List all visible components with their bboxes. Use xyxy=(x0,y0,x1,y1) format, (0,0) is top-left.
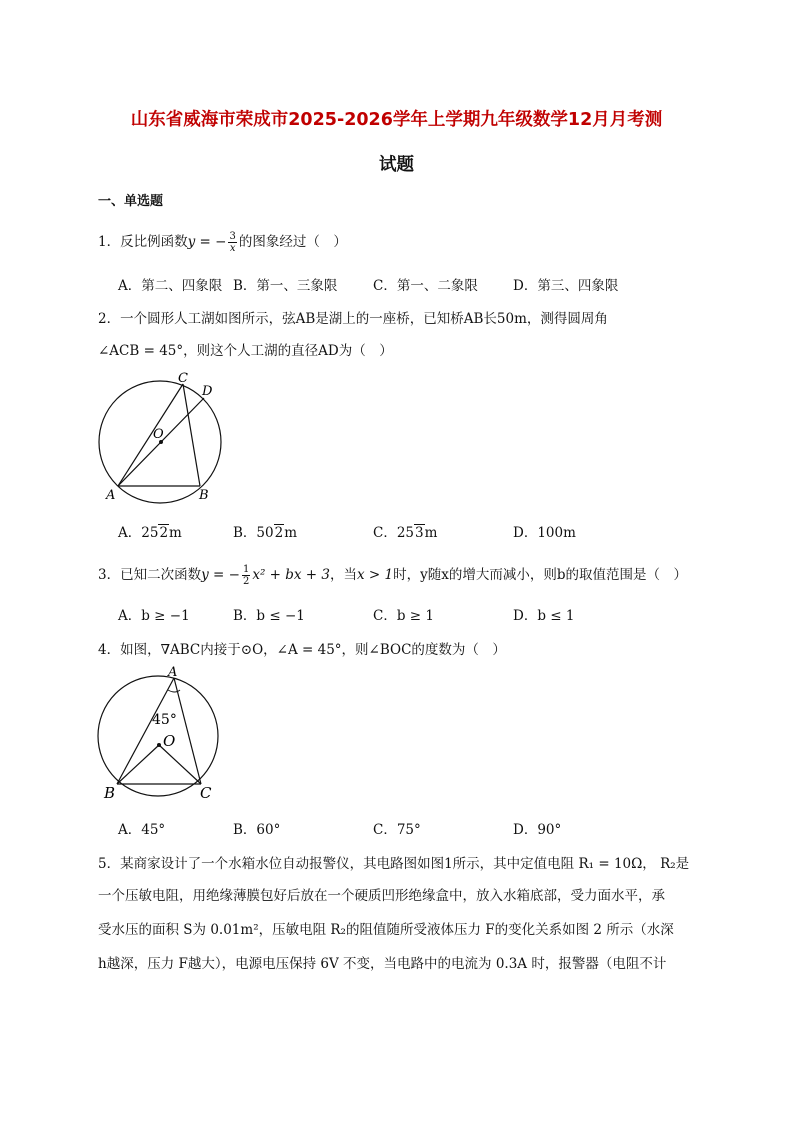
question-text: 的图象经过（ ） xyxy=(238,234,347,250)
circle-diagram-q2 xyxy=(92,368,232,508)
option-c[interactable]: C．75° xyxy=(373,822,421,838)
math-condition: x > 1 xyxy=(357,567,394,583)
option-c[interactable]: C．第一、二象限 xyxy=(373,278,478,294)
option-letter: A． xyxy=(118,525,142,541)
question-5-line2: 一个压敏电阻，用绝缘薄膜包好后放在一个硬质凹形绝缘盒中，放入水箱底部，受力面水平，承 xyxy=(98,888,665,904)
option-b[interactable] xyxy=(233,521,297,541)
math-var: y xyxy=(201,567,209,583)
option-letter: C． xyxy=(373,525,397,541)
label-c: C xyxy=(178,371,188,386)
page-title: 山东省威海市荣成市2025-2026学年上学期九年级数学12月月考测 xyxy=(130,110,663,130)
radius-oc xyxy=(159,745,201,784)
fraction xyxy=(228,231,236,254)
question-text: 已知二次函数 xyxy=(120,567,202,583)
option-letter: B． xyxy=(233,525,257,541)
option-c[interactable] xyxy=(373,521,437,541)
label-a: A xyxy=(168,666,178,680)
question-5-line3: 受水压的面积 S为 0.01m²，压敏电阻 R₂的阻值随所受液体压力 F的变化关系如图 2 所示（水深 xyxy=(98,922,674,938)
side-ac xyxy=(174,678,201,784)
sqrt-radicand: 2 xyxy=(159,525,169,541)
chord-cb xyxy=(183,384,200,486)
label-c: C xyxy=(200,784,212,802)
question-5-line4: h越深，压力 F越大），电源电压保持 6V 不变，当电路中的电流为 0.3A 时，报警器（电阻不计 xyxy=(98,956,667,972)
question-2-line2: ∠ACB = 45°，则这个人工湖的直径AD为（ ） xyxy=(98,343,393,359)
option-a[interactable]: A．45° xyxy=(118,822,166,838)
label-a: A xyxy=(106,488,116,503)
option-unit: m xyxy=(169,525,182,541)
fraction xyxy=(242,564,250,587)
question-1 xyxy=(98,230,347,254)
fraction-denominator: 2 xyxy=(242,576,250,587)
question-text: 时，y随x的增大而减小，则b的取值范围是（ ） xyxy=(393,567,687,583)
question-text: ，当 xyxy=(330,567,357,583)
option-value: 25 xyxy=(396,525,415,541)
label-b: B xyxy=(104,784,116,802)
section-heading: 一、单选题 xyxy=(98,194,164,209)
label-o: O xyxy=(163,732,176,750)
question-number: 1． xyxy=(98,234,121,250)
fraction-denominator: x xyxy=(229,243,236,254)
option-value: 50 xyxy=(256,525,274,541)
sqrt-radicand: 3 xyxy=(415,525,424,541)
circle-diagram-q4 xyxy=(92,666,232,806)
center-point xyxy=(157,743,161,747)
question-5-line1: 5．某商家设计了一个水箱水位自动报警仪，其电路图如图1所示，其中定值电阻 R₁ = 10Ω， R₂是 xyxy=(98,856,690,872)
math-op: = − xyxy=(195,234,227,250)
label-angle: 45° xyxy=(152,712,177,728)
option-a[interactable]: A．b ≥ −1 xyxy=(118,608,190,624)
label-d: D xyxy=(202,384,213,399)
question-2-line1: 2．一个圆形人工湖如图所示，弦AB是湖上的一座桥，已知桥AB长50m，测得圆周角 xyxy=(98,311,608,327)
option-value: 25 xyxy=(141,525,159,541)
question-4-line1: 4．如图，∇ABC内接于⊙O，∠A = 45°，则∠BOC的度数为（ ） xyxy=(98,642,506,658)
radius-ob xyxy=(117,745,159,784)
fraction-numerator: 1 xyxy=(242,564,250,575)
sqrt-radicand: 2 xyxy=(274,525,284,541)
side-ab xyxy=(117,678,174,784)
option-d[interactable] xyxy=(513,521,576,541)
option-value: 100m xyxy=(537,525,576,541)
option-a[interactable]: A．第二、四象限 xyxy=(118,278,223,294)
math-var: y xyxy=(187,234,196,250)
option-letter: D． xyxy=(513,525,538,541)
math-expression: x² + bx + 3 xyxy=(252,567,330,583)
fraction-numerator: 3 xyxy=(229,231,236,242)
math-op: = − xyxy=(208,567,240,583)
option-d[interactable]: D．90° xyxy=(513,822,562,838)
page-title-continued: 试题 xyxy=(379,155,414,175)
option-unit: m xyxy=(284,525,298,541)
option-unit: m xyxy=(424,525,438,541)
option-a[interactable] xyxy=(118,521,182,541)
chord-ac xyxy=(118,384,183,486)
question-text: 反比例函数 xyxy=(120,234,188,250)
option-b[interactable]: B．60° xyxy=(233,822,281,838)
label-o: O xyxy=(153,427,164,442)
label-b: B xyxy=(199,488,209,503)
option-b[interactable]: B．第一、三象限 xyxy=(233,278,338,294)
question-3 xyxy=(98,563,687,587)
option-d[interactable]: D．b ≤ 1 xyxy=(513,608,575,624)
option-b[interactable]: B．b ≤ −1 xyxy=(233,608,305,624)
option-c[interactable]: C．b ≥ 1 xyxy=(373,608,434,624)
option-d[interactable]: D．第三、四象限 xyxy=(513,278,619,294)
question-number: 3． xyxy=(98,567,121,583)
angle-arc xyxy=(168,690,180,692)
